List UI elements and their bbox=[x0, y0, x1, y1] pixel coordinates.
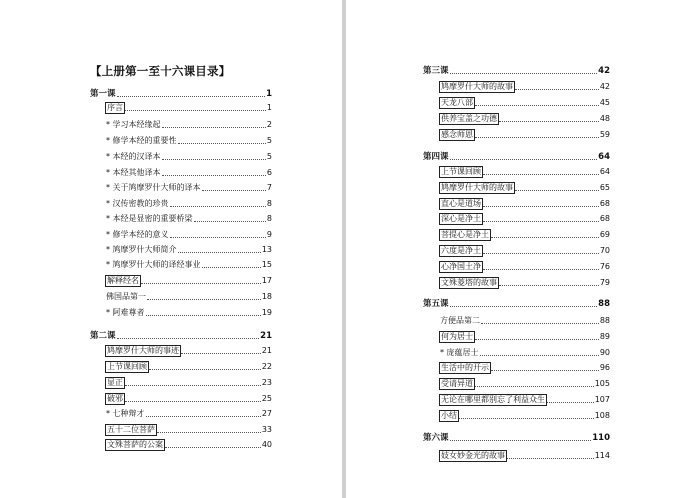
toc-entry-row[interactable] bbox=[440, 199, 610, 209]
toc-entry-label: * 鸠摩罗什大师的译经事业 bbox=[106, 260, 201, 269]
toc-lesson-row[interactable] bbox=[423, 152, 610, 162]
dot-leader bbox=[157, 432, 261, 433]
dot-leader bbox=[117, 96, 266, 97]
toc-entry-row[interactable] bbox=[106, 120, 272, 130]
toc-page-number: 69 bbox=[599, 230, 610, 239]
dot-leader bbox=[162, 127, 266, 128]
toc-entry-row[interactable] bbox=[106, 245, 272, 255]
toc-page-number: 79 bbox=[599, 278, 610, 287]
toc-entry-label: 心净国土净 bbox=[441, 262, 481, 271]
toc-page-number: 96 bbox=[599, 363, 610, 372]
toc-entry-label: 鸠摩罗什大师的故事 bbox=[441, 82, 513, 91]
toc-page-number: 8 bbox=[266, 214, 272, 223]
toc-entry-row[interactable] bbox=[106, 230, 272, 240]
dot-leader bbox=[483, 269, 599, 270]
dot-leader bbox=[499, 121, 599, 122]
toc-page-number: 88 bbox=[599, 316, 610, 325]
toc-page-number: 76 bbox=[599, 262, 610, 271]
dot-leader bbox=[125, 385, 261, 386]
toc-entry-row[interactable] bbox=[440, 246, 610, 256]
toc-page-number: 18 bbox=[261, 292, 272, 301]
toc-page-number: 2 bbox=[266, 120, 272, 129]
toc-page-number: 64 bbox=[599, 167, 610, 176]
dot-leader bbox=[481, 323, 599, 324]
dot-leader bbox=[165, 447, 261, 448]
toc-page-number: 88 bbox=[598, 299, 610, 309]
dot-leader bbox=[491, 237, 599, 238]
dot-leader bbox=[125, 110, 266, 111]
toc-page-number: 22 bbox=[261, 362, 272, 371]
toc-entry-label: 菩提心是净土 bbox=[441, 230, 489, 239]
toc-entry-row[interactable] bbox=[106, 409, 272, 419]
dot-leader bbox=[450, 159, 598, 160]
toc-page-number: 40 bbox=[261, 440, 272, 449]
toc-entry-label: 天龙八部 bbox=[441, 98, 473, 107]
toc-entry-row[interactable] bbox=[440, 379, 610, 389]
dot-leader bbox=[178, 252, 261, 253]
toc-page-number: 15 bbox=[261, 260, 272, 269]
toc-entry-row[interactable] bbox=[440, 348, 610, 358]
toc-entry-label: * 七种辩才 bbox=[106, 409, 145, 418]
toc-entry-row[interactable] bbox=[440, 451, 610, 461]
toc-entry-label: 鸠摩罗什大师的故事 bbox=[441, 183, 513, 192]
toc-lesson-row[interactable] bbox=[90, 89, 272, 99]
toc-page-number: 7 bbox=[266, 183, 272, 192]
toc-page-number: 17 bbox=[261, 276, 272, 285]
toc-page-number: 21 bbox=[260, 331, 272, 341]
toc-page-number: 90 bbox=[599, 348, 610, 357]
toc-page-number: 114 bbox=[594, 451, 610, 460]
toc-title: 【上册第一至十六课目录】 bbox=[90, 64, 231, 78]
toc-page-number: 6 bbox=[266, 168, 272, 177]
toc-page-number: 1 bbox=[266, 103, 272, 112]
toc-page-number: 33 bbox=[261, 425, 272, 434]
toc-entry-row[interactable] bbox=[106, 362, 272, 372]
dot-leader bbox=[170, 206, 266, 207]
toc-page-number: 5 bbox=[266, 152, 272, 161]
toc-entry-row[interactable] bbox=[106, 214, 272, 224]
toc-page-number: 108 bbox=[594, 411, 610, 420]
toc-lesson-row[interactable] bbox=[423, 433, 610, 443]
toc-entry-label: 生活中的开示 bbox=[441, 363, 489, 372]
toc-entry-row[interactable] bbox=[106, 199, 272, 209]
toc-entry-label: * 庞蕴居士 bbox=[440, 348, 479, 357]
toc-entry-row[interactable] bbox=[106, 183, 272, 193]
dot-leader bbox=[194, 221, 266, 222]
toc-page-number: 21 bbox=[261, 346, 272, 355]
toc-page-number: 25 bbox=[261, 394, 272, 403]
toc-entry-row[interactable] bbox=[440, 114, 610, 124]
toc-entry-label: 显正 bbox=[107, 378, 123, 387]
toc-entry-label: 解释经名 bbox=[107, 276, 139, 285]
dot-leader bbox=[483, 174, 599, 175]
dot-leader bbox=[181, 353, 261, 354]
toc-entry-row[interactable] bbox=[440, 395, 610, 405]
toc-page-number: 48 bbox=[599, 114, 610, 123]
dot-leader bbox=[450, 73, 598, 74]
toc-entry-label: 供养宝盖之功德 bbox=[441, 114, 497, 123]
dot-leader bbox=[170, 237, 266, 238]
toc-entry-label: * 学习本经缘起 bbox=[106, 120, 161, 129]
dot-leader bbox=[491, 370, 599, 371]
toc-entry-label: 受请异道 bbox=[441, 379, 473, 388]
toc-page-number: 23 bbox=[261, 378, 272, 387]
dot-leader bbox=[178, 143, 266, 144]
toc-lesson-row[interactable] bbox=[423, 66, 610, 76]
dot-leader bbox=[475, 386, 594, 387]
toc-page-number: 5 bbox=[266, 136, 272, 145]
toc-entry-row[interactable] bbox=[440, 183, 610, 193]
toc-entry-row[interactable] bbox=[440, 411, 610, 421]
dot-leader bbox=[450, 306, 598, 307]
toc-entry-label: * 本经的汉译本 bbox=[106, 152, 161, 161]
toc-entry-label: 无论在哪里都别忘了利益众生 bbox=[441, 395, 545, 404]
dot-leader bbox=[475, 105, 599, 106]
toc-entry-label: 五十二位菩萨 bbox=[107, 425, 155, 434]
toc-entry-label: * 修学本经的意义 bbox=[106, 230, 169, 239]
toc-entry-label: 直心是道场 bbox=[441, 199, 481, 208]
toc-page-number: 110 bbox=[592, 433, 610, 443]
toc-entry-label: * 鸠摩罗什大师简介 bbox=[106, 245, 177, 254]
toc-entry-label: 序言 bbox=[107, 103, 123, 112]
toc-entry-row[interactable] bbox=[440, 262, 610, 272]
toc-entry-row[interactable] bbox=[440, 363, 610, 373]
toc-entry-row[interactable] bbox=[440, 230, 610, 240]
dot-leader bbox=[483, 253, 599, 254]
toc-entry-label: 破邪 bbox=[107, 394, 123, 403]
toc-entry-label: 六度是净土 bbox=[441, 246, 481, 255]
toc-page-number: 1 bbox=[266, 89, 272, 99]
toc-page-number: 64 bbox=[598, 152, 610, 162]
toc-entry-label: * 汉传密教的珍贵 bbox=[106, 199, 169, 208]
toc-page-number: 68 bbox=[599, 199, 610, 208]
toc-entry-row[interactable] bbox=[106, 152, 272, 162]
toc-page-number: 89 bbox=[599, 332, 610, 341]
toc-entry-label: 何为居士 bbox=[441, 332, 473, 341]
right-page bbox=[346, 0, 690, 498]
dot-leader bbox=[117, 338, 260, 339]
dot-leader bbox=[162, 175, 266, 176]
toc-entry-label: * 修学本经的重要性 bbox=[106, 136, 177, 145]
toc-entry-label: 文殊菱塔的故事 bbox=[441, 278, 497, 287]
toc-entry-label: * 本经其他译本 bbox=[106, 168, 161, 177]
toc-entry-label: * 阿难尊者 bbox=[106, 308, 145, 317]
dot-leader bbox=[162, 159, 266, 160]
toc-entry-row[interactable] bbox=[106, 292, 272, 302]
dot-leader bbox=[202, 267, 261, 268]
dot-leader bbox=[475, 137, 599, 138]
toc-entry-row[interactable] bbox=[106, 394, 272, 404]
toc-entry-label: 鸠摩罗什大师的事迹 bbox=[107, 346, 179, 355]
dot-leader bbox=[547, 402, 594, 403]
dot-leader bbox=[483, 221, 599, 222]
toc-entry-label: 上节课回顾 bbox=[107, 362, 147, 371]
toc-page-number: 45 bbox=[599, 98, 610, 107]
toc-page-number: 42 bbox=[598, 66, 610, 76]
toc-lesson-row[interactable] bbox=[90, 331, 272, 341]
toc-entry-label: 上节课回顾 bbox=[441, 167, 481, 176]
dot-leader bbox=[459, 418, 594, 419]
toc-entry-row[interactable] bbox=[440, 82, 610, 92]
left-page bbox=[0, 0, 342, 498]
toc-entry-row[interactable] bbox=[106, 308, 272, 318]
toc-page-number: 105 bbox=[594, 379, 610, 388]
dot-leader bbox=[507, 458, 594, 459]
toc-entry-label: 方便品第二 bbox=[440, 316, 480, 325]
toc-page-number: 65 bbox=[599, 183, 610, 192]
dot-leader bbox=[125, 401, 261, 402]
toc-entry-label: 第五课 bbox=[423, 299, 449, 309]
toc-entry-row[interactable] bbox=[440, 98, 610, 108]
dot-leader bbox=[499, 285, 599, 286]
toc-entry-label: 佛国品第一 bbox=[106, 292, 146, 301]
toc-entry-row[interactable] bbox=[440, 278, 610, 288]
dot-leader bbox=[146, 315, 261, 316]
toc-page-number: 59 bbox=[599, 130, 610, 139]
toc-entry-label: 第四课 bbox=[423, 152, 449, 162]
toc-page-number: 27 bbox=[261, 409, 272, 418]
toc-page-number: 8 bbox=[266, 199, 272, 208]
dot-leader bbox=[202, 190, 266, 191]
toc-entry-label: 感念师恩 bbox=[441, 130, 473, 139]
toc-entry-row[interactable] bbox=[440, 214, 610, 224]
toc-page-number: 19 bbox=[261, 308, 272, 317]
toc-page-number: 107 bbox=[594, 395, 610, 404]
dot-leader bbox=[450, 440, 592, 441]
toc-entry-row[interactable] bbox=[106, 440, 272, 450]
toc-page-number: 68 bbox=[599, 214, 610, 223]
toc-entry-label: 第二课 bbox=[90, 331, 116, 341]
toc-page-number: 42 bbox=[599, 82, 610, 91]
toc-entry-row[interactable] bbox=[106, 136, 272, 146]
toc-page-number: 70 bbox=[599, 246, 610, 255]
toc-entry-row[interactable] bbox=[440, 332, 610, 342]
toc-entry-label: 第一课 bbox=[90, 89, 116, 99]
dot-leader bbox=[515, 190, 599, 191]
toc-entry-row[interactable] bbox=[440, 167, 610, 177]
toc-entry-label: 第六课 bbox=[423, 433, 449, 443]
toc-entry-label: * 关于鸠摩罗什大师的译本 bbox=[106, 183, 201, 192]
toc-entry-row[interactable] bbox=[106, 260, 272, 270]
toc-entry-label: 文殊菩萨的公案 bbox=[107, 440, 163, 449]
toc-entry-label: 深心是净土 bbox=[441, 214, 481, 223]
toc-entry-row[interactable] bbox=[106, 276, 272, 286]
toc-page-number: 9 bbox=[266, 230, 272, 239]
toc-entry-label: 第三课 bbox=[423, 66, 449, 76]
dot-leader bbox=[147, 299, 261, 300]
dot-leader bbox=[515, 89, 599, 90]
toc-entry-row[interactable] bbox=[106, 425, 272, 435]
dot-leader bbox=[141, 283, 261, 284]
dot-leader bbox=[480, 355, 599, 356]
dot-leader bbox=[483, 206, 599, 207]
toc-entry-row[interactable] bbox=[440, 130, 610, 140]
toc-entry-row[interactable] bbox=[106, 346, 272, 356]
dot-leader bbox=[475, 339, 599, 340]
toc-entry-label: 妓女妙金光的故事 bbox=[441, 451, 505, 460]
dot-leader bbox=[149, 369, 261, 370]
toc-entry-row[interactable] bbox=[106, 103, 272, 113]
toc-entry-label: 小结 bbox=[441, 411, 457, 420]
toc-entry-label: * 本经是显密的重要桥梁 bbox=[106, 214, 193, 223]
toc-entry-row[interactable] bbox=[106, 378, 272, 388]
toc-page-number: 13 bbox=[261, 245, 272, 254]
dot-leader bbox=[146, 416, 261, 417]
toc-lesson-row[interactable] bbox=[423, 299, 610, 309]
toc-entry-row[interactable] bbox=[440, 316, 610, 326]
toc-entry-row[interactable] bbox=[106, 168, 272, 178]
